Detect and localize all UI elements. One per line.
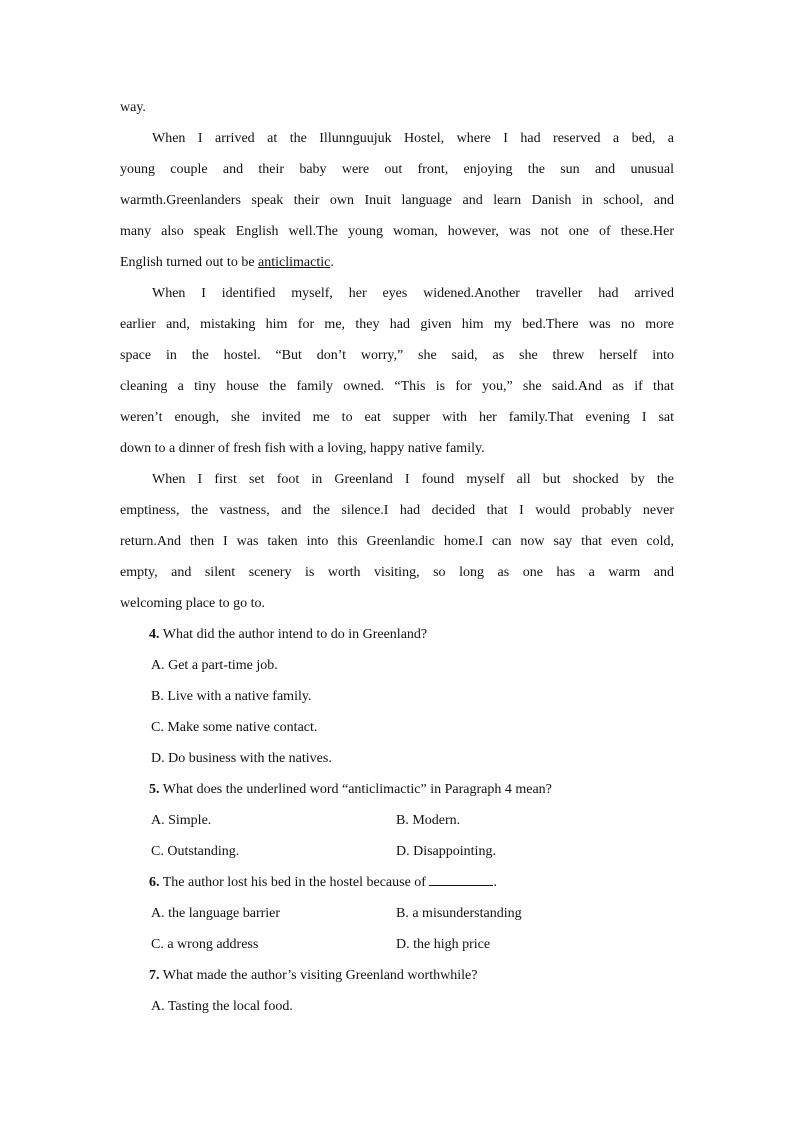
question-number: 5. bbox=[149, 782, 160, 797]
question-number: 7. bbox=[149, 968, 160, 983]
underlined-word: anticlimactic bbox=[258, 255, 331, 270]
question-text: The author lost his bed in the hostel because of bbox=[162, 875, 430, 890]
question-number: 6. bbox=[149, 875, 160, 890]
question-text: What does the underlined word “anticlimactic” in Paragraph 4 mean? bbox=[162, 782, 552, 797]
option-a: A. Simple. bbox=[151, 813, 212, 828]
text-line: empty, and silent scenery is worth visiting, so long as one has a warm and bbox=[120, 565, 674, 580]
text-line: cleaning a tiny house the family owned. “This is for you,” she said.And as if that bbox=[120, 379, 674, 394]
option-row bbox=[120, 929, 674, 960]
question-stem bbox=[120, 960, 674, 991]
question-4 bbox=[120, 619, 674, 774]
text-line: welcoming place to go to. bbox=[120, 596, 266, 611]
text-line: down to a dinner of fresh fish with a loving, happy native family. bbox=[120, 441, 485, 456]
paragraph-first-set-foot bbox=[120, 464, 674, 619]
option-a: A. Tasting the local food. bbox=[151, 999, 293, 1014]
option-a: A. the language barrier bbox=[151, 906, 281, 921]
paragraph-end-line: way. bbox=[120, 100, 146, 115]
question-stem bbox=[120, 774, 674, 805]
option-d: D. the high price bbox=[396, 937, 491, 952]
option-row bbox=[120, 836, 674, 867]
question-stem bbox=[120, 867, 674, 898]
question-7 bbox=[120, 960, 674, 1022]
question-text: What made the author’s visiting Greenland worthwhile? bbox=[162, 968, 478, 983]
option-c: C. a wrong address bbox=[151, 937, 259, 952]
text-line: weren’t enough, she invited me to eat supper with her family.That evening I sat bbox=[120, 410, 674, 425]
text-line: return.And then I was taken into this Greenlandic home.I can now say that even cold, bbox=[120, 534, 674, 549]
text-line: earlier and, mistaking him for me, they had given him my bed.There was no more bbox=[120, 317, 674, 332]
option-c: C. Make some native contact. bbox=[151, 720, 318, 735]
text-line: many also speak English well.The young woman, however, was not one of these.Her bbox=[120, 224, 674, 239]
text-line bbox=[120, 247, 674, 278]
text-fragment: English turned out to be bbox=[120, 255, 259, 270]
option-row bbox=[120, 805, 674, 836]
option-b: B. Modern. bbox=[396, 813, 461, 828]
question-number: 4. bbox=[149, 627, 160, 642]
text-line: young couple and their baby were out front, enjoying the sun and unusual bbox=[120, 162, 674, 177]
text-line: warmth.Greenlanders speak their own Inuit language and learn Danish in school, and bbox=[120, 193, 674, 208]
text-line: When I arrived at the Illunnguujuk Hostel, where I had reserved a bed, a bbox=[152, 131, 674, 146]
option-d: D. Do business with the natives. bbox=[151, 751, 332, 766]
text-line: When I first set foot in Greenland I found myself all but shocked by the bbox=[152, 472, 674, 487]
question-stem bbox=[120, 619, 674, 650]
question-6 bbox=[120, 867, 674, 960]
text-line: When I identified myself, her eyes widened.Another traveller had arrived bbox=[152, 286, 674, 301]
document-page bbox=[120, 92, 674, 1022]
option-row bbox=[120, 898, 674, 929]
option-b: B. a misunderstanding bbox=[396, 906, 522, 921]
paragraph-identified bbox=[120, 278, 674, 464]
option-a: A. Get a part-time job. bbox=[151, 658, 278, 673]
text-line: space in the hostel. “But don’t worry,” she said, as she threw herself into bbox=[120, 348, 674, 363]
question-text: What did the author intend to do in Greenland? bbox=[162, 627, 428, 642]
option-d: D. Disappointing. bbox=[396, 844, 496, 859]
paragraph-hostel bbox=[120, 123, 674, 278]
text-line: emptiness, the vastness, and the silence.I had decided that I would probably never bbox=[120, 503, 674, 518]
option-c: C. Outstanding. bbox=[151, 844, 240, 859]
answer-blank bbox=[429, 871, 493, 886]
option-b: B. Live with a native family. bbox=[151, 689, 312, 704]
question-text-end: . bbox=[493, 875, 497, 890]
question-5 bbox=[120, 774, 674, 867]
text-fragment: . bbox=[330, 255, 334, 270]
